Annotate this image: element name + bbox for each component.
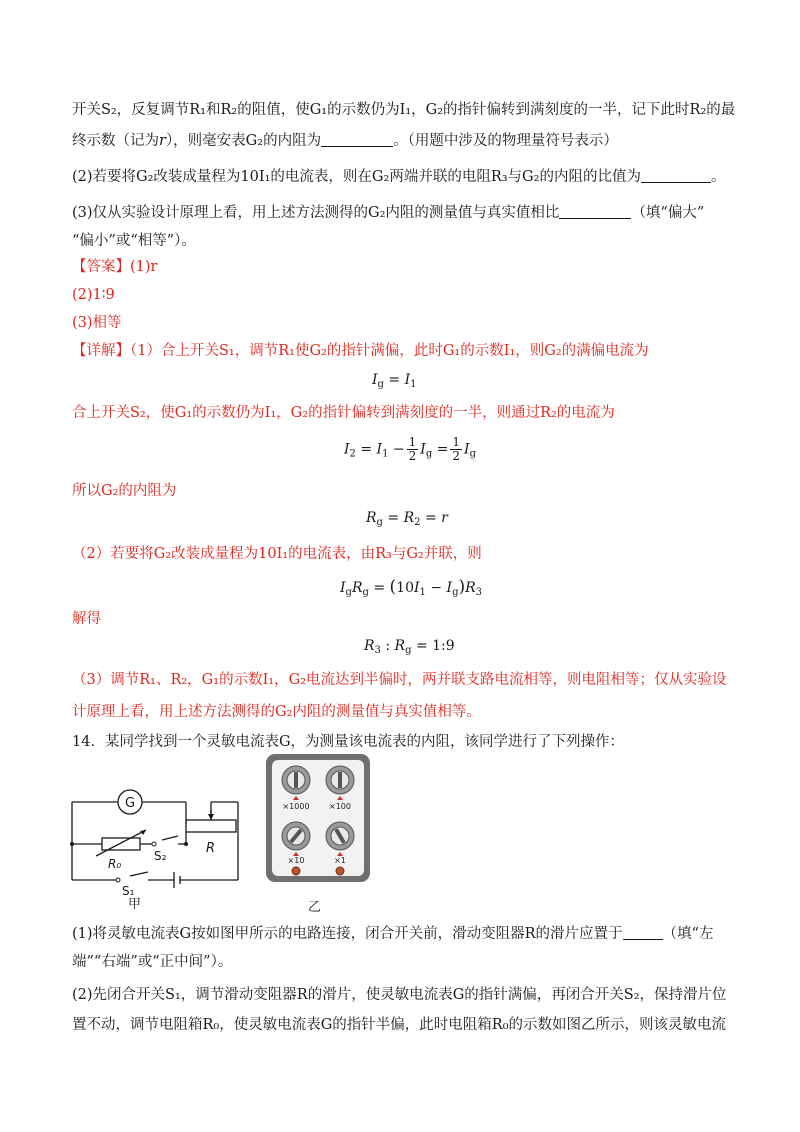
dial-x1000[interactable] <box>282 766 310 794</box>
answer-blank-2[interactable] <box>641 168 711 183</box>
dial-x100[interactable] <box>326 766 354 794</box>
equation-4: $I_gR_g = (10I_1 - I_g)R_3$ <box>340 577 483 598</box>
svg-text:甲: 甲 <box>128 897 142 910</box>
svg-text:×1: ×1 <box>334 856 346 865</box>
answer-blank-4[interactable] <box>623 925 663 940</box>
svg-text:S₁: S₁ <box>122 884 135 898</box>
answer-line-2: (2)1∶9 <box>72 287 115 303</box>
circuit-diagram <box>66 780 256 910</box>
svg-text:×10: ×10 <box>287 856 305 865</box>
svg-text:×1000: ×1000 <box>282 802 310 811</box>
answer-blank-3[interactable] <box>559 204 631 219</box>
terminal-left-icon[interactable] <box>292 867 300 875</box>
q13-line-1: 开关S₂，反复调节R₁和R₂的阻值，使G₁的示数仍为I₁，G₂的指针偏转到满刻度的一半，记下此时R₂的最 <box>72 102 736 118</box>
pointer-x100-icon <box>337 796 343 800</box>
figure-yi-label: 乙 <box>308 900 322 915</box>
q13-line-3: (2)若要将G₂改装成量程为10I₁的电流表，则在G₂两端并联的电阻R₃与G₂的内阻的比值为 。 <box>72 169 726 185</box>
detail-line-4: （2）若要将G₂改装成量程为10I₁的电流表，由R₃与G₂并联，则 <box>72 546 482 562</box>
dial-x1[interactable] <box>326 822 354 850</box>
detail-line-3: 所以G₂的内阻为 <box>72 483 177 499</box>
terminal-right-icon[interactable] <box>336 867 344 875</box>
detail-line-7: 计原理上看，用上述方法测得的G₂内阻的测量值与真实值相等。 <box>72 704 481 720</box>
q14-part1-line-2: 端”“右端”或“正中间”）。 <box>72 954 233 970</box>
answer-blank-1[interactable] <box>321 132 393 147</box>
detail-line-6: （3）调节R₁、R₂，G₁的示数I₁，G₂电流达到半偏时，两并联支路电流相等，则电阻相等；仅从实验设 <box>72 672 727 688</box>
q14-part2-line-2: 置不动，调节电阻箱R₀，使灵敏电流表G的指针半偏，此时电阻箱R₀的示数如图乙所示，则该灵敏电流 <box>72 1017 727 1033</box>
svg-text:R: R <box>206 841 216 856</box>
q14-part2-line-1: (2)先闭合开关S₁，调节滑动变阻器R的滑片，使灵敏电流表G的指针满偏，再闭合开关S₂，保持滑片位 <box>72 987 727 1003</box>
q14-part1-line-1: (1)将灵敏电流表G按如图甲所示的电路连接，闭合开关前，滑动变阻器R的滑片应置于 （填“左 <box>72 926 714 942</box>
detail-line-2: 合上开关S₂，使G₁的示数仍为I₁，G₂的指针偏转到满刻度的一半，则通过R₂的电流为 <box>72 405 615 421</box>
answer-line-1: 【答案】(1)r <box>72 259 158 275</box>
equation-5: $R_3$ : $R_g$ = 1:9 <box>364 638 455 656</box>
svg-text:G: G <box>124 796 136 811</box>
q13-line-2: 终示数（记为r），则毫安表G₂的内阻为 。（用题中涉及的物理量符号表示） <box>72 133 618 149</box>
detail-line-5: 解得 <box>72 611 101 627</box>
equation-2: $I_2 = I_1$ − $\frac{1}{2}$ $I_g$ = $\frac{1}{2}$ $I_g$ <box>344 435 476 463</box>
dial-x10[interactable] <box>282 822 310 850</box>
equation-1: $I_g = I_1$ <box>372 372 417 390</box>
q13-line-4: (3)仅从实验设计原理上看，用上述方法测得的G₂内阻的测量值与真实值相比 （填“偏大” <box>72 205 705 221</box>
q14-intro: 14．某同学找到一个灵敏电流表G，为测量该电流表的内阻，该同学进行了下列操作： <box>72 734 625 750</box>
svg-text:×100: ×100 <box>329 802 351 811</box>
pointer-x1000-icon <box>293 796 299 800</box>
detail-line-1: 【详解】（1）合上开关S₁，调节R₁使G₂的指针满偏，此时G₁的示数I₁，则G₂的满偏电流为 <box>72 343 649 359</box>
svg-text:R₀: R₀ <box>108 857 122 871</box>
resistance-box-dials <box>266 754 370 882</box>
svg-text:S₂: S₂ <box>154 849 167 863</box>
answer-line-3: (3)相等 <box>72 315 122 331</box>
q13-line-5: “偏小”或“相等”）。 <box>72 233 196 249</box>
equation-3: $R_g = R_2 = r$ <box>366 510 448 528</box>
